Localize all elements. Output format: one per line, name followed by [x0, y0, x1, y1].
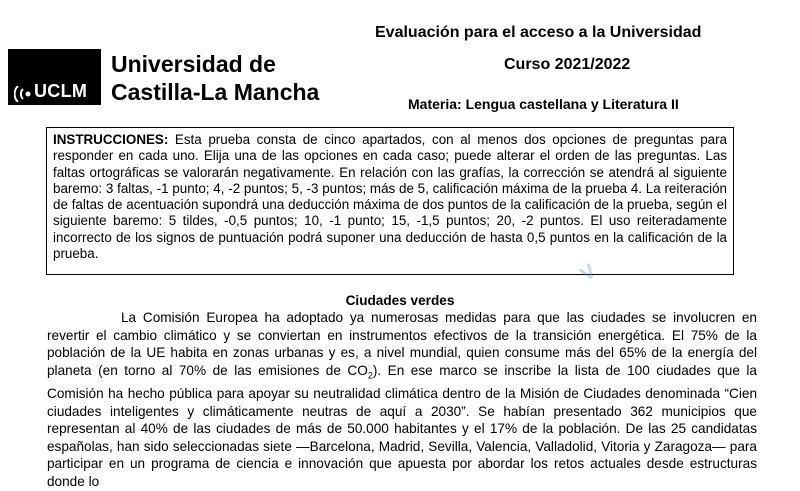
instructions-text: Esta prueba consta de cinco apartados, con al menos dos opciones de preguntas para responder en cada uno. Elija una de las opciones en cada caso; puede alterar el orden de las preguntas. Las faltas ortográficas se valorarán negativamente. En relación con las grafías, la corrección se atendrá al siguiente baremo: 3 faltas, -1 punto; 4, -2 puntos; 5, -3 puntos; más de 5, calificación máxima de la prueba 4. La reiteración de faltas de acentuación supondrá una deducción máxima de dos puntos de la calificación de la prueba, según el siguiente baremo: 5 tildes, -0,5 puntos; 10, -1 punto; 15, -1,5 puntos; 20, -2 puntos. El uso reiteradamente incorrecto de los signos de puntuación podrá suponer una deducción de hasta 0,5 puntos en la calificación de la prueba.	[53, 132, 727, 262]
article-text-part1: La Comisión Europea ha adoptado ya numerosas medidas para que las ciudades se involucren en revertir el cambio climático y se conviertan en instrumentos efectivos de la transición energética. El 75% de la población de la UE habita en zonas urbanas y es, a nivel mundial, quien consume más del 65% de la energía del planeta (en torno al 70% de las emisiones de CO	[47, 310, 757, 378]
university-name-line1: Universidad de	[111, 51, 276, 77]
article-title: Ciudades verdes	[345, 293, 455, 308]
article-text-part2: ). En ese marco se inscribe la lista de 100 ciudades que la Comisión ha hecho pública para apoyar su neutralidad climática dentro de la Misión de Ciudades denominada “Cien ciudades inteligentes y climáticamente neutras de aquí a 2030”. Se habían presentado 362 municipios que representan al 40% de las ciudades de más de 50.000 habitantes y el 17% de la población. De las 25 candidatas españolas, han sido seleccionadas siete —Barcelona, Madrid, Sevilla, Valencia, Valladolid, Vitoria y Zaragoza— para participar en un programa de ciencia e innovación que apuesta por abordar los retos actuales desde estructuras donde lo	[47, 362, 757, 490]
radio-waves-icon	[14, 86, 32, 102]
subject: Materia: Lengua castellana y Literatura II	[408, 96, 679, 112]
logo-abbrev: UCLM	[34, 81, 88, 101]
article-body	[47, 309, 757, 491]
uclm-logo	[8, 49, 101, 105]
watermark: V	[576, 260, 601, 286]
exam-title: Evaluación para el acceso a la Universidad	[375, 24, 702, 41]
instructions-label: INSTRUCCIONES:	[53, 132, 169, 147]
university-name-line2: Castilla-La Mancha	[111, 79, 320, 105]
instructions-box	[46, 127, 734, 275]
course-year: Curso 2021/2022	[504, 56, 631, 73]
university-name	[111, 50, 319, 106]
co2-subscript: 2	[367, 370, 373, 381]
